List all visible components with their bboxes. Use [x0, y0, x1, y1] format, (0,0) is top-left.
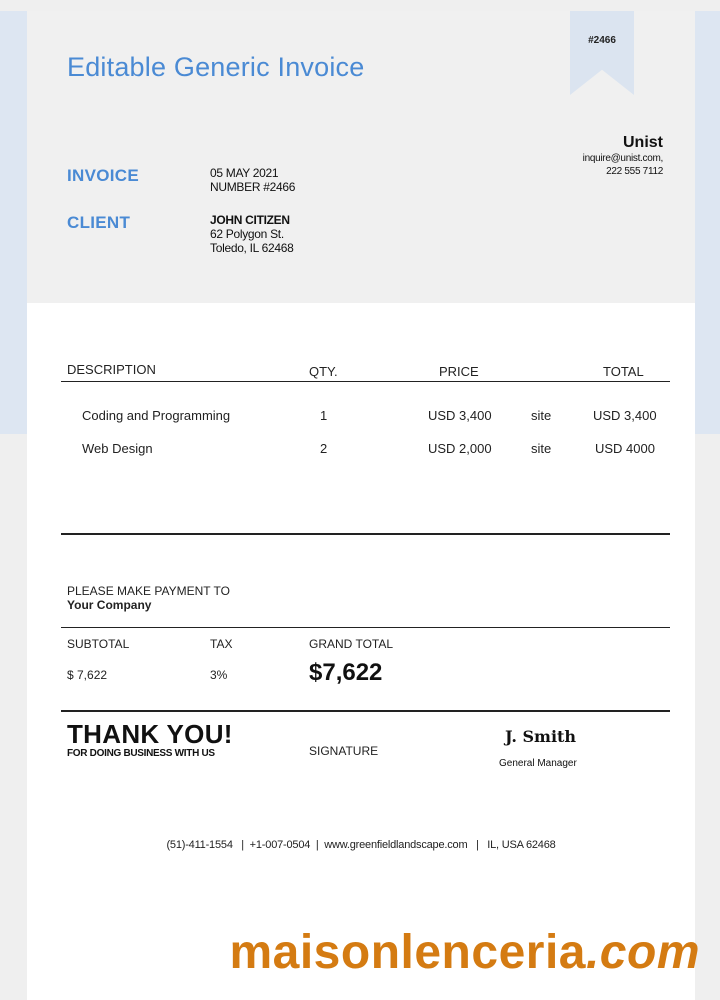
payment-label: PLEASE MAKE PAYMENT TO: [67, 584, 230, 598]
invoice-page: [27, 11, 695, 1000]
signature-label: SIGNATURE: [309, 744, 379, 758]
row2-price: USD 2,000: [428, 441, 492, 456]
watermark-domain: .com: [585, 926, 700, 979]
table-header-rule: [61, 381, 670, 382]
row1-total: USD 3,400: [593, 408, 657, 423]
tax-label: TAX: [210, 637, 233, 651]
row2-description: Web Design: [82, 441, 153, 456]
row2-qty: 2: [320, 441, 328, 456]
thank-you-block: [67, 719, 233, 759]
signature-name: J. Smith: [505, 727, 577, 746]
watermark: [229, 925, 700, 980]
ribbon-number: #2466: [588, 35, 616, 46]
row1-unit: site: [531, 408, 552, 423]
thank-you-subtext: FOR DOING BUSINESS WITH US: [67, 748, 215, 759]
client-name: JOHN CITIZEN: [210, 213, 290, 227]
col-header-price: PRICE: [439, 364, 479, 379]
table-bottom-rule: [61, 533, 670, 535]
subtotal-value: $ 7,622: [67, 668, 108, 682]
invoice-details: [210, 166, 295, 194]
row1-qty: 1: [320, 408, 328, 423]
closing-rule: [61, 710, 670, 712]
col-header-qty: QTY.: [309, 364, 338, 379]
grand-total-label: GRAND TOTAL: [309, 637, 394, 651]
row1-price: USD 3,400: [428, 408, 492, 423]
company-name: Unist: [623, 134, 663, 151]
invoice-label: INVOICE: [67, 166, 140, 185]
payment-rule: [61, 627, 670, 628]
grand-total-value: $7,622: [309, 659, 383, 686]
thank-you-heading: THANK YOU!: [67, 719, 233, 749]
invoice-header: [27, 11, 695, 303]
client-details: [210, 213, 294, 255]
payment-payee: Your Company: [67, 598, 152, 612]
watermark-name: maisonlenceria: [229, 926, 586, 979]
row2-total: USD 4000: [595, 441, 655, 456]
row1-description: Coding and Programming: [82, 408, 231, 423]
client-address-line1: 62 Polygon St.: [210, 227, 284, 241]
row2-unit: site: [531, 441, 552, 456]
invoice-number: NUMBER #2466: [210, 180, 296, 194]
company-email: inquire@unist.com,: [582, 153, 663, 164]
bookmark-ribbon: [570, 11, 634, 95]
client-address-line2: Toledo, IL 62468: [210, 241, 294, 255]
col-header-total: TOTAL: [603, 364, 644, 379]
payment-block: [67, 584, 230, 612]
subtotal-label: SUBTOTAL: [67, 637, 130, 651]
footer-contact: (51)-411-1554 | +1-007-0504 | www.greenfieldlandscape.com | IL, USA 62468: [166, 839, 556, 851]
company-info: [583, 134, 663, 178]
tax-value: 3%: [210, 668, 228, 682]
company-phone: 222 555 7112: [606, 166, 663, 177]
col-header-description: DESCRIPTION: [67, 362, 156, 377]
invoice-title: Editable Generic Invoice: [67, 52, 365, 82]
invoice-date: 05 MAY 2021: [210, 166, 279, 180]
client-label: CLIENT: [67, 213, 131, 232]
signature-title: General Manager: [499, 758, 577, 769]
